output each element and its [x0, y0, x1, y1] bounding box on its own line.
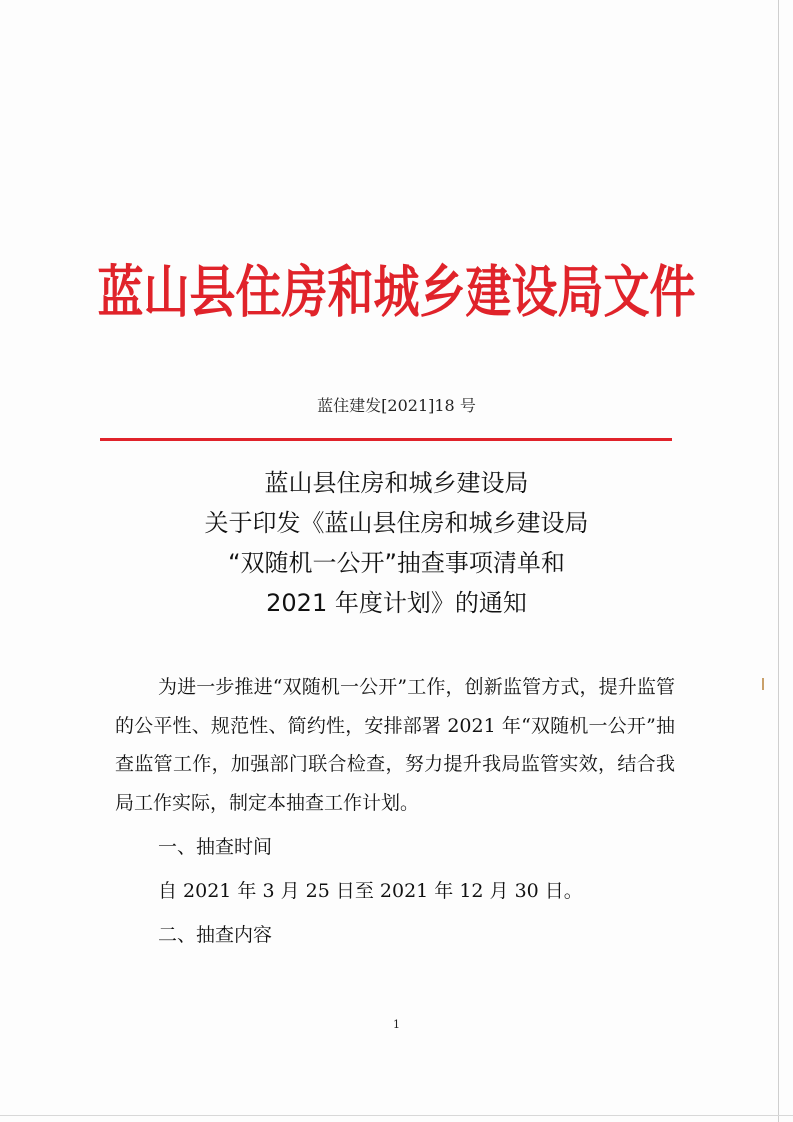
document-number: 蓝住建发[2021]18 号 — [317, 396, 476, 415]
title-line: 2021 年度计划》的通知 — [266, 589, 527, 617]
page-number: 1 — [393, 1018, 400, 1031]
scan-mark — [762, 678, 764, 690]
title-line: 关于印发《蓝山县住房和城乡建设局 — [204, 509, 589, 537]
section-heading-content: 二、抽查内容 — [158, 924, 273, 946]
document-title — [0, 463, 793, 623]
page-edge-bottom — [0, 1115, 793, 1116]
section-heading-time: 一、抽查时间 — [158, 836, 273, 858]
masthead-title: 蓝山县住房和城乡建设局文件 — [97, 258, 696, 325]
section-text-time: 自 2021 年 3 月 25 日至 2021 年 12 月 30 日。 — [158, 880, 583, 902]
red-divider-rule — [100, 438, 672, 441]
title-line: “双随机一公开”抽查事项清单和 — [228, 549, 565, 577]
intro-paragraph: 为进一步推进“双随机一公开”工作，创新监管方式，提升监管的公平性、规范性、简约性，安排部署 2021 年“双随机一公开”抽查监管工作，加强部门联合检查，努力提升我局监管实效，结合我局工作实际，制定本抽查工作计划。 — [115, 676, 675, 814]
title-line: 蓝山县住房和城乡建设局 — [264, 469, 529, 497]
document-body — [115, 668, 675, 957]
